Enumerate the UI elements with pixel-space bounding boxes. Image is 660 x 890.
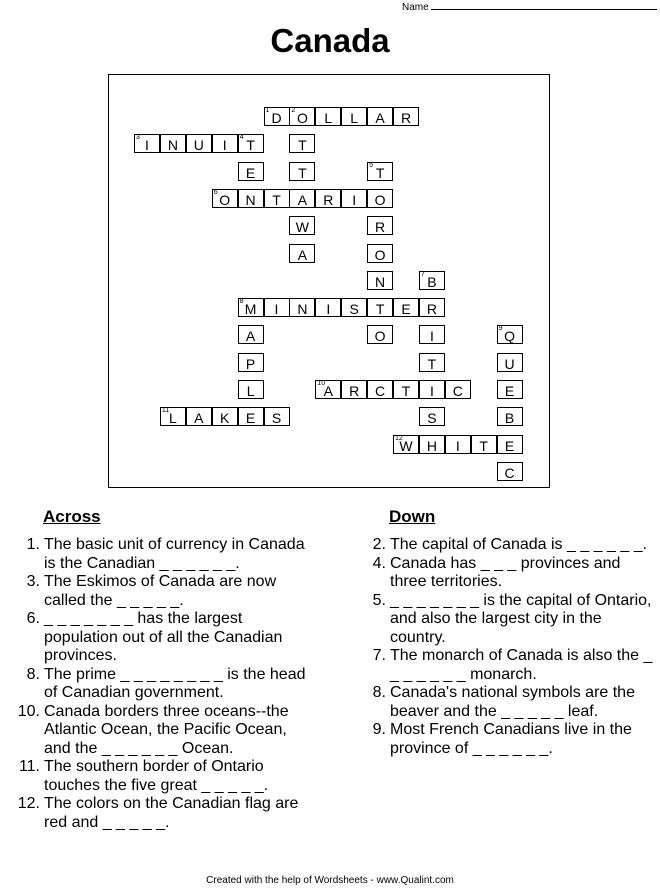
clue-number: 9.	[372, 721, 386, 738]
clue-number: 11.	[18, 758, 40, 775]
grid-cell[interactable]	[341, 107, 367, 126]
grid-cell[interactable]	[419, 407, 445, 426]
grid-cell[interactable]	[160, 134, 186, 153]
cell-letter: E	[245, 164, 256, 181]
clue-number: 1.	[26, 536, 40, 553]
grid-cell[interactable]	[367, 380, 393, 399]
grid-cell[interactable]	[367, 162, 393, 181]
grid-cell[interactable]	[419, 380, 445, 399]
grid-cell[interactable]	[341, 189, 367, 208]
clue-text: _ _ _ _ _ _ _ has the largest population out of all the Canadian provinces.	[44, 610, 283, 664]
clue-number: 3	[136, 134, 140, 142]
grid-cell[interactable]	[289, 107, 315, 126]
clue-number: 5.	[372, 591, 386, 609]
clue-item	[358, 555, 660, 592]
clue-number: 8.	[372, 684, 386, 701]
cell-letter: T	[298, 137, 307, 154]
grid-cell[interactable]	[419, 298, 445, 317]
cell-letter: A	[375, 110, 385, 126]
grid-cell[interactable]	[289, 134, 315, 153]
grid-cell[interactable]	[341, 380, 367, 399]
cell-letter: I	[274, 301, 279, 318]
cell-letter: C	[452, 383, 463, 399]
grid-cell[interactable]	[238, 298, 264, 317]
grid-cell[interactable]	[419, 353, 445, 372]
grid-cell[interactable]	[289, 162, 315, 181]
name-underline[interactable]	[431, 0, 657, 10]
clue-number: 12	[395, 434, 403, 442]
clue-number: 8	[239, 298, 244, 306]
grid-cell[interactable]	[238, 353, 264, 372]
footer-credit: Created with the help of Wordsheets - www.Qualint.com	[206, 875, 454, 886]
cell-letter: S	[271, 410, 282, 427]
cell-letter: A	[297, 191, 308, 208]
grid-cell[interactable]	[497, 462, 523, 481]
grid-cell[interactable]	[393, 380, 419, 399]
cell-letter: Q	[504, 328, 516, 345]
grid-cell[interactable]	[238, 189, 264, 208]
cell-letter: L	[350, 110, 359, 126]
clue-text: The monarch of Canada is also the _ _ _ _ _ _ _ monarch.	[390, 647, 653, 683]
cell-letter: A	[194, 410, 204, 427]
grid-cell[interactable]	[367, 216, 393, 235]
clue-text: The prime _ _ _ _ _ _ _ _ is the head of Canadian government.	[44, 665, 306, 701]
cell-letter: T	[427, 355, 437, 372]
down-heading: Down	[389, 507, 436, 526]
cell-letter: I	[429, 328, 434, 345]
clue-item	[12, 758, 312, 795]
cell-letter: O	[374, 191, 386, 208]
grid-cell[interactable]	[315, 298, 341, 317]
grid-cell[interactable]	[186, 134, 212, 153]
grid-cell[interactable]	[264, 107, 290, 126]
cell-letter: H	[426, 437, 437, 454]
clue-number: 5	[369, 161, 373, 169]
cell-letter: T	[298, 164, 307, 181]
clue-number: 9	[498, 325, 503, 333]
grid-cell[interactable]	[471, 435, 497, 454]
grid-cell[interactable]	[134, 134, 160, 153]
page-title: Canada	[270, 22, 390, 59]
grid-cell[interactable]	[238, 134, 264, 153]
grid-cell[interactable]	[289, 216, 315, 235]
grid-cell[interactable]	[315, 107, 341, 126]
cell-letter: I	[352, 191, 357, 208]
grid-cell[interactable]	[367, 244, 393, 263]
grid-cell[interactable]	[212, 189, 238, 208]
cell-letter: R	[349, 383, 360, 399]
cell-letter: U	[193, 137, 204, 154]
grid-cell[interactable]	[289, 189, 315, 208]
grid-cell[interactable]	[160, 407, 186, 426]
grid-cell[interactable]	[264, 298, 290, 317]
cell-letter: O	[374, 246, 386, 263]
cell-letter: N	[167, 137, 178, 154]
cell-letter: T	[246, 137, 255, 154]
cell-letter: S	[427, 410, 437, 427]
across-heading: Across	[43, 507, 101, 526]
clue-number: 7	[420, 270, 425, 278]
cell-letter: T	[272, 191, 281, 208]
grid-cell[interactable]	[367, 325, 393, 344]
cell-letter: N	[375, 273, 386, 290]
cell-letter: R	[323, 191, 334, 208]
cell-letter: I	[145, 137, 149, 154]
cell-letter: I	[326, 301, 331, 318]
grid-cell[interactable]	[212, 407, 238, 426]
clue-number: 4.	[372, 554, 386, 572]
grid-cell[interactable]	[497, 380, 523, 399]
grid-cell[interactable]	[419, 325, 445, 344]
cell-letter: M	[244, 301, 257, 318]
clue-item	[12, 795, 312, 832]
grid-cell[interactable]	[367, 271, 393, 290]
clue-number: 8.	[26, 665, 40, 683]
clue-number: 4	[239, 134, 244, 142]
clue-text: The basic unit of currency in Canada is the Canadian _ _ _ _ _ _.	[44, 536, 305, 572]
clue-number: 6.	[26, 610, 40, 627]
grid-cell[interactable]	[367, 107, 393, 126]
grid-cell[interactable]	[497, 325, 523, 344]
clue-number: 6	[213, 188, 218, 196]
cell-letter: I	[429, 383, 434, 399]
cell-letter: W	[295, 219, 309, 236]
grid-cell[interactable]	[367, 189, 393, 208]
clue-item	[12, 703, 312, 759]
cell-letter: O	[219, 191, 231, 208]
grid-cell[interactable]	[393, 435, 419, 454]
grid-cell[interactable]	[419, 271, 445, 290]
grid-cell[interactable]	[497, 435, 523, 454]
cell-letter: R	[426, 301, 437, 318]
clue-item	[358, 721, 660, 758]
clue-text: The Eskimos of Canada are now called the _ _ _ _ _.	[44, 573, 277, 609]
clue-item	[358, 684, 660, 721]
name-field[interactable]	[402, 0, 657, 13]
clue-number: 1	[265, 107, 270, 114]
clue-text: The southern border of Ontario touches the five great _ _ _ _ _.	[44, 758, 269, 794]
clue-text: Canada's national symbols are the beaver and the _ _ _ _ _ leaf.	[390, 684, 635, 720]
clue-number: 10.	[17, 702, 40, 720]
cell-letter: R	[400, 110, 412, 126]
cell-letter: E	[401, 301, 411, 318]
grid-cell[interactable]	[264, 407, 290, 426]
cell-letter: R	[375, 219, 386, 236]
clue-number: 3.	[26, 573, 40, 590]
clue-number: 2	[291, 107, 296, 114]
clue-text: Canada borders three oceans--the Atlantic Ocean, the Pacific Ocean, and the _ _ _ _ _ _ Ocean.	[44, 702, 289, 757]
cell-letter: W	[399, 437, 413, 454]
cell-letter: B	[427, 273, 437, 290]
grid-cell[interactable]	[264, 189, 290, 208]
cell-letter: A	[245, 328, 256, 345]
cell-letter: C	[375, 383, 386, 399]
cell-letter: T	[375, 164, 385, 181]
grid-cell[interactable]	[497, 353, 523, 372]
clue-text: The colors on the Canadian flag are red and _ _ _ _ _.	[44, 795, 299, 831]
cell-letter: O	[374, 328, 386, 345]
grid-cell[interactable]	[393, 107, 419, 126]
cell-letter: D	[271, 110, 282, 126]
cell-letter: L	[246, 383, 255, 399]
grid-cell[interactable]	[186, 407, 212, 426]
clue-item	[12, 536, 312, 573]
grid-cell[interactable]	[238, 162, 264, 181]
cell-letter: T	[479, 437, 488, 454]
clue-text: The capital of Canada is _ _ _ _ _ _.	[390, 536, 648, 553]
cell-letter: P	[245, 355, 256, 372]
cell-letter: C	[504, 464, 515, 481]
cell-letter: T	[375, 301, 385, 318]
cell-letter: I	[455, 437, 460, 454]
clue-number: 10	[317, 380, 326, 387]
clue-item	[12, 666, 312, 703]
cell-letter: E	[504, 437, 515, 454]
grid-cell[interactable]	[419, 435, 445, 454]
cell-letter: B	[504, 410, 515, 427]
grid-cell[interactable]	[315, 189, 341, 208]
grid-cell[interactable]	[497, 407, 523, 426]
grid-cell[interactable]	[238, 407, 264, 426]
across-clues	[12, 536, 312, 832]
cell-letter: L	[168, 410, 177, 427]
grid-cell[interactable]	[445, 380, 471, 399]
cell-letter: S	[349, 301, 359, 318]
cell-letter: A	[297, 246, 308, 263]
grid-cell[interactable]	[289, 298, 315, 317]
grid-cell[interactable]	[393, 298, 419, 317]
cell-letter: I	[222, 137, 227, 154]
clue-number: 11	[161, 407, 170, 415]
grid-cell[interactable]	[238, 380, 264, 399]
clue-text: Canada has _ _ _ provinces and three territories.	[390, 554, 621, 590]
cell-letter: K	[220, 410, 230, 427]
cell-letter: E	[245, 410, 256, 427]
clue-item	[358, 536, 660, 555]
cell-letter: E	[504, 383, 515, 399]
down-clues	[358, 536, 660, 758]
cell-letter: O	[296, 110, 308, 126]
grid-cell[interactable]	[238, 325, 264, 344]
grid-cell[interactable]	[212, 134, 238, 153]
clue-number: 7.	[372, 647, 386, 664]
grid-cell[interactable]	[289, 244, 315, 263]
clue-item	[358, 592, 660, 648]
cell-letter: N	[297, 301, 308, 318]
grid-cell[interactable]	[341, 298, 367, 317]
clue-item	[12, 573, 312, 610]
cell-letter: A	[323, 383, 333, 399]
grid-cell[interactable]	[445, 435, 471, 454]
clue-item	[12, 610, 312, 666]
clue-number: 2.	[372, 536, 386, 553]
grid-cell[interactable]	[315, 380, 341, 399]
grid-cell[interactable]	[367, 298, 393, 317]
clue-text: _ _ _ _ _ _ _ is the capital of Ontario, and also the largest city in the country.	[390, 591, 652, 646]
name-label: Name	[402, 2, 429, 13]
clue-text: Most French Canadians live in the province of _ _ _ _ _ _.	[390, 721, 632, 757]
cell-letter: U	[504, 355, 515, 372]
clue-item	[358, 647, 660, 684]
cell-letter: T	[401, 383, 411, 399]
clue-number: 12.	[17, 795, 40, 812]
cell-letter: L	[324, 110, 333, 126]
cell-letter: N	[245, 191, 256, 208]
